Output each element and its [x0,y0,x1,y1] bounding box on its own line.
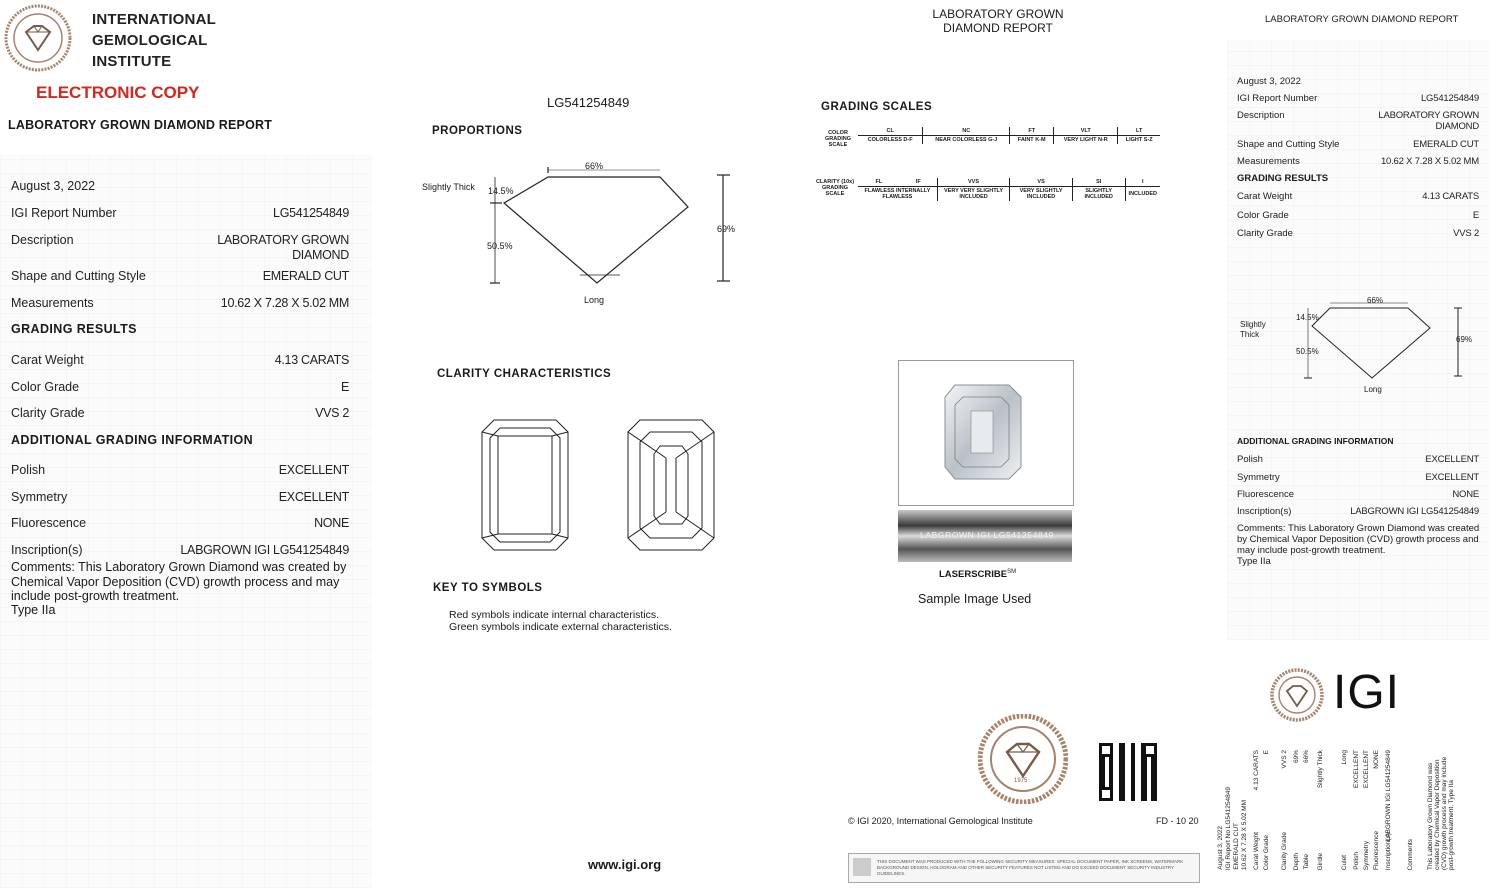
grading-scales-title: GRADING SCALES [821,101,933,113]
clarity-plot-pavilion [626,418,716,552]
additional-title: ADDITIONAL GRADING INFORMATION [11,433,254,447]
grading-results-title: GRADING RESULTS [11,322,137,336]
vertical-summary: August 3, 2022 IGI Report No LG541254849 EMERALD CUT 10.62 X 7.28 X 5.02 MM Carat Weight 4.13 CARATS Color Grade E Clarity Grade VVS 2 Depth 69% Table 66% Girdle Slightly Thick Culet Long Polish EXCELLENT Symmetry EXCELLENT Fluorescence NONE Inscription(s) LABGROWN IGI LG541254849 Comments This Laboratory Grown Diamond was created by Chemical Vapor Deposition (CVD) growth process and may include post-growth treatment. Type IIa [1217,750,1455,870]
right-proportions-diagram [1300,298,1475,388]
security-icon [853,858,871,876]
igi-seal-large [978,714,1068,804]
report-number-heading: LG541254849 [547,95,630,110]
key-title: KEY TO SYMBOLS [433,582,543,594]
proportions-title: PROPORTIONS [432,125,523,137]
report-date: August 3, 2022 [11,179,96,193]
diamond-photo [898,360,1074,506]
right-girdle-label: Slightly Thick [1240,320,1266,339]
table-percent: 66% [585,161,604,171]
qr-finder [1143,743,1157,757]
right-culet-label: Long [1364,385,1382,394]
right-crown-percent: 14.5% [1296,313,1319,322]
right-type: Type IIa [1237,556,1271,567]
security-note: THIS DOCUMENT WAS PRODUCED WITH THE FOLLOWING SECURITY MEASURES: SPECIAL DOCUMENT PAPER, INK SCREENS, WATERMARK BACKGROUND DESIGN, HOLOGRAM AND OTHER SECURITY FEATURES NOT LISTED AND DO EXCEED DOCUMENT SECURITY INDUSTRY GUIDELINES. [848,853,1200,883]
clarity-scale-label: CLARITY (10x) GRADING SCALE [815,179,855,197]
inscription-strip-text: LABGROWN IGI LG541254849 [920,530,1054,540]
scales-header: LABORATORY GROWN DIAMOND REPORT [932,7,1064,35]
org-line-2: GEMOLOGICAL [92,32,208,49]
key-red-text: Red symbols indicate internal characteristics. [449,609,660,621]
clarity-plot-crown [480,418,570,552]
org-line-3: INSTITUTE [92,53,172,70]
type-text: Type IIa [11,603,56,617]
igi-logo-text: IGI [1333,666,1401,719]
right-table-percent: 66% [1367,296,1384,305]
color-scale-label: COLOR GRADING SCALE [825,130,851,148]
right-grading-results-title: GRADING RESULTS [1237,173,1329,184]
qr-code[interactable] [1099,743,1157,801]
website-link[interactable]: www.igi.org [588,857,662,872]
depth-percent: 69% [717,224,736,234]
key-green-text: Green symbols indicate external characteristics. [449,621,672,633]
clarity-title: CLARITY CHARACTERISTICS [437,368,612,380]
clarity-scale: FL IF VVS VS SI I FLAWLESS INTERNALLY FLAWLESS VERY VERY SLIGHTLY INCLUDED VERY SLIGHTLY INCLUDED SLIGHTLY INCLUDED INCLUDED [858,178,1160,201]
girdle-label: Slightly Thick [422,182,475,192]
seal-year: 1975 [1014,778,1028,784]
pavilion-percent: 50.5% [487,241,513,251]
qr-finder [1099,787,1113,801]
culet-label: Long [584,295,605,305]
laserscribe-label: LASERSCRIBE℠ [939,569,1017,581]
org-line-1: INTERNATIONAL [92,11,216,28]
right-comments: Comments: This Laboratory Grown Diamond was created by Chemical Vapor Deposition (CVD) growth process and may include post-growth treatment. [1237,523,1480,556]
electronic-copy-label: ELECTRONIC COPY [36,83,200,102]
copyright-text: © IGI 2020, International Gemological Institute [848,816,1033,826]
right-pavilion-percent: 50.5% [1296,347,1319,356]
right-additional-title: ADDITIONAL GRADING INFORMATION [1237,436,1394,446]
sample-image-caption: Sample Image Used [918,592,1032,606]
crown-percent: 14.5% [488,186,514,196]
proportions-diagram [480,155,740,315]
igi-seal-logo [4,4,72,72]
comments-text: Comments: This Laboratory Grown Diamond was created by Chemical Vapor Deposition (CVD) growth process and may include post-growth treatment. [11,560,347,603]
right-depth-percent: 69% [1456,335,1473,344]
qr-finder [1099,743,1113,757]
color-scale: CL NC FT VLT LT COLORLESS D-F NEAR COLORLESS G-J FAINT K-M VERY LIGHT N-R LIGHT S-Z [858,127,1160,144]
igi-seal-small [1270,668,1324,722]
form-code: FD - 10 20 [1156,816,1199,826]
org-name [92,9,216,72]
report-title: LABORATORY GROWN DIAMOND REPORT [8,118,273,132]
inscription-strip [898,510,1072,562]
right-header: LABORATORY GROWN DIAMOND REPORT [1265,14,1459,25]
emerald-diamond-image [899,361,1073,505]
